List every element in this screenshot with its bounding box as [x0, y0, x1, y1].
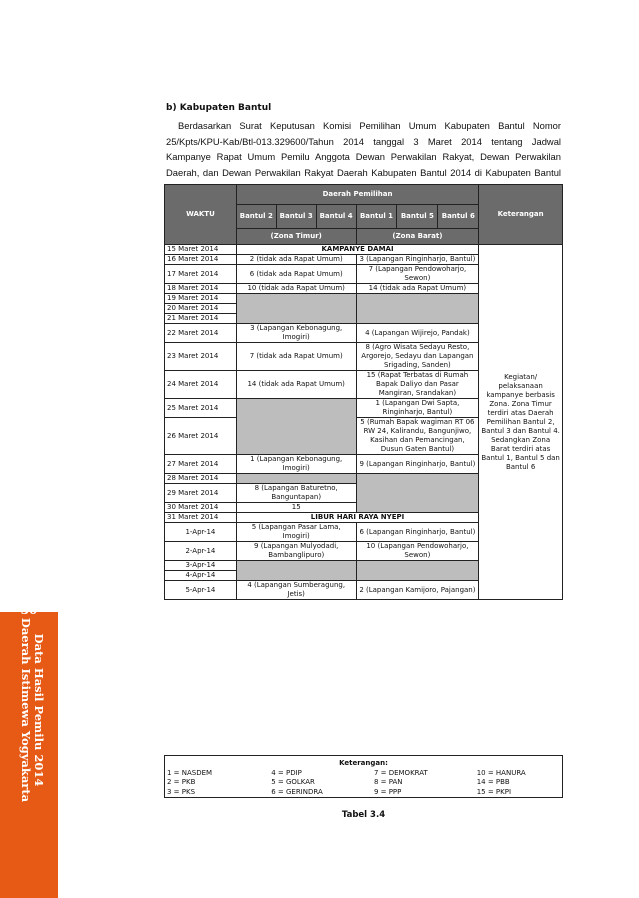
cell-zona-timur: 5 (Lapangan Pasar Lama, Imogiri): [236, 523, 356, 542]
party-legend: [164, 755, 563, 798]
keterangan-note: Kegiatan/ pelaksanaan kampanye berbasis Zona. Zona Timur terdiri atas Daerah Pemilihan Bantul 2, Bantul 3 dan Bantul 4. Sedangkan Zona Barat terdiri atas Bantul 1, Bantul 5 dan Bantul 6: [479, 245, 563, 600]
header-zona-barat: (Zona Barat): [356, 229, 479, 245]
legend-item: 8 = PAN: [373, 778, 403, 786]
legend-item: 15 = PKPI: [476, 787, 512, 796]
row-date: 5-Apr-14: [165, 581, 237, 600]
header-zona-timur: (Zona Timur): [236, 229, 356, 245]
cell-zona-timur-empty: [236, 474, 356, 484]
cell-zona-timur-empty: [236, 294, 356, 324]
section-heading: b) Kabupaten Bantul: [166, 103, 272, 113]
cell-zona-timur: 14 (tidak ada Rapat Umum): [236, 371, 356, 399]
header-dapil: Bantul 3: [276, 205, 316, 229]
legend-item: 7 = DEMOKRAT: [373, 768, 428, 777]
cell-zona-timur: 3 (Lapangan Kebonagung, Imogiri): [236, 324, 356, 343]
row-date: 15 Maret 2014: [165, 245, 237, 255]
cell-zona-timur-empty: [236, 561, 356, 581]
row-date: 30 Maret 2014: [165, 503, 237, 513]
cell-zona-barat: 6 (Lapangan Ringinharjo, Bantul): [356, 523, 479, 542]
page-number: 30: [20, 603, 38, 617]
cell-zona-timur: 10 (tidak ada Rapat Umum): [236, 284, 356, 294]
cell-zona-barat: 5 (Rumah Bapak wagiman RT 06 RW 24, Kalirandu, Bangunjiwo, Kasihan dan Pemancingan, Dusun Gaten Bantul): [356, 418, 479, 455]
legend-item: 9 = PPP: [373, 787, 402, 796]
cell-zona-timur: 2 (tidak ada Rapat Umum): [236, 255, 356, 265]
side-title-line-2: Daerah Istimewa Yogyakarta: [19, 617, 33, 803]
row-merged: LIBUR HARI RAYA NYEPI: [236, 513, 478, 523]
side-title-line-1: Data Hasil Pemilu 2014: [32, 633, 46, 787]
cell-zona-timur: 15: [236, 503, 356, 513]
cell-zona-timur: 6 (tidak ada Rapat Umum): [236, 265, 356, 284]
cell-zona-barat: 15 (Rapat Terbatas di Rumah Bapak Daliyo dan Pasar Mangiran, Srandakan): [356, 371, 479, 399]
intro-paragraph: Berdasarkan Surat Keputusan Komisi Pemilihan Umum Kabupaten Bantul Nomor 25/Kpts/KPU-Kab/Btl-013.329600/Tahun 2014 tanggal 3 Maret 2014 tentang Jadwal Kampanye Rapat Umum Pemilu Anggota Dewan Perwakilan Rakyat, Dewan Perwakilan Daerah, dan Dewan Perwakilan Rakyat Daerah Kabupaten Bantul 2014 di Kabupaten Bantul: [166, 120, 561, 178]
header-keterangan: Keterangan: [479, 185, 563, 245]
legend-item: 14 = PBB: [476, 778, 510, 786]
row-date: 23 Maret 2014: [165, 343, 237, 371]
cell-zona-barat: 9 (Lapangan Ringinharjo, Bantul): [356, 455, 479, 474]
header-dapil: Bantul 1: [356, 205, 397, 229]
cell-zona-barat-empty: [356, 474, 479, 513]
row-date: 29 Maret 2014: [165, 484, 237, 503]
cell-zona-barat: 10 (Lapangan Pendowoharjo, Sewon): [356, 542, 479, 561]
header-daerah-pemilihan: Daerah Pemilihan: [236, 185, 478, 205]
side-title: [5, 595, 45, 825]
cell-zona-barat: 8 (Agro Wisata Sedayu Resto, Argorejo, Sedayu dan Lapangan Srigading, Sanden): [356, 343, 479, 371]
row-merged: KAMPANYE DAMAI: [236, 245, 478, 255]
table-row: [165, 245, 563, 255]
cell-zona-barat-empty: [356, 561, 479, 581]
header-dapil: Bantul 5: [397, 205, 438, 229]
row-date: 27 Maret 2014: [165, 455, 237, 474]
cell-zona-timur: 1 (Lapangan Kebonagung, Imogiri): [236, 455, 356, 474]
campaign-schedule-table: [164, 184, 563, 600]
legend-item: 5 = GOLKAR: [271, 778, 315, 786]
cell-zona-barat: 7 (Lapangan Pendowoharjo, Sewon): [356, 265, 479, 284]
row-date: 17 Maret 2014: [165, 265, 237, 284]
row-date: 28 Maret 2014: [165, 474, 237, 484]
row-date: 31 Maret 2014: [165, 513, 237, 523]
legend-item: 2 = PKB: [167, 778, 196, 786]
cell-zona-timur-empty: [236, 399, 356, 455]
cell-zona-timur: 4 (Lapangan Sumberagung, Jetis): [236, 581, 356, 600]
row-date: 20 Maret 2014: [165, 304, 237, 314]
header-dapil: Bantul 2: [236, 205, 276, 229]
cell-zona-timur: 8 (Lapangan Baturetno, Banguntapan): [236, 484, 356, 503]
cell-zona-timur: 7 (tidak ada Rapat Umum): [236, 343, 356, 371]
cell-zona-barat: 14 (tidak ada Rapat Umum): [356, 284, 479, 294]
legend-item: 3 = PKS: [167, 787, 196, 796]
header-dapil: Bantul 6: [438, 205, 479, 229]
cell-zona-barat-empty: [356, 294, 479, 324]
row-date: 19 Maret 2014: [165, 294, 237, 304]
legend-item: 10 = HANURA: [476, 768, 526, 777]
cell-zona-barat: 4 (Lapangan Wijirejo, Pandak): [356, 324, 479, 343]
legend-item: 6 = GERINDRA: [271, 787, 323, 796]
row-date: 25 Maret 2014: [165, 399, 237, 418]
row-date: 22 Maret 2014: [165, 324, 237, 343]
row-date: 16 Maret 2014: [165, 255, 237, 265]
legend-title: Keterangan:: [339, 759, 388, 767]
legend-item: 1 = NASDEM: [167, 768, 213, 777]
table-caption: Tabel 3.4: [341, 810, 386, 820]
cell-zona-barat: 3 (Lapangan Ringinharjo, Bantul): [356, 255, 479, 265]
row-date: 18 Maret 2014: [165, 284, 237, 294]
row-date: 3-Apr-14: [165, 561, 237, 571]
row-date: 1-Apr-14: [165, 523, 237, 542]
cell-zona-barat: 2 (Lapangan Kamijoro, Pajangan): [356, 581, 479, 600]
row-date: 2-Apr-14: [165, 542, 237, 561]
header-dapil: Bantul 4: [316, 205, 356, 229]
cell-zona-timur: 9 (Lapangan Mulyodadi, Bambanglipuro): [236, 542, 356, 561]
legend-item: 4 = PDIP: [271, 768, 302, 777]
row-date: 4-Apr-14: [165, 571, 237, 581]
header-waktu: WAKTU: [165, 185, 237, 245]
cell-zona-barat: 1 (Lapangan Dwi Sapta, Ringinharjo, Bantul): [356, 399, 479, 418]
row-date: 24 Maret 2014: [165, 371, 237, 399]
row-date: 26 Maret 2014: [165, 418, 237, 455]
row-date: 21 Maret 2014: [165, 314, 237, 324]
